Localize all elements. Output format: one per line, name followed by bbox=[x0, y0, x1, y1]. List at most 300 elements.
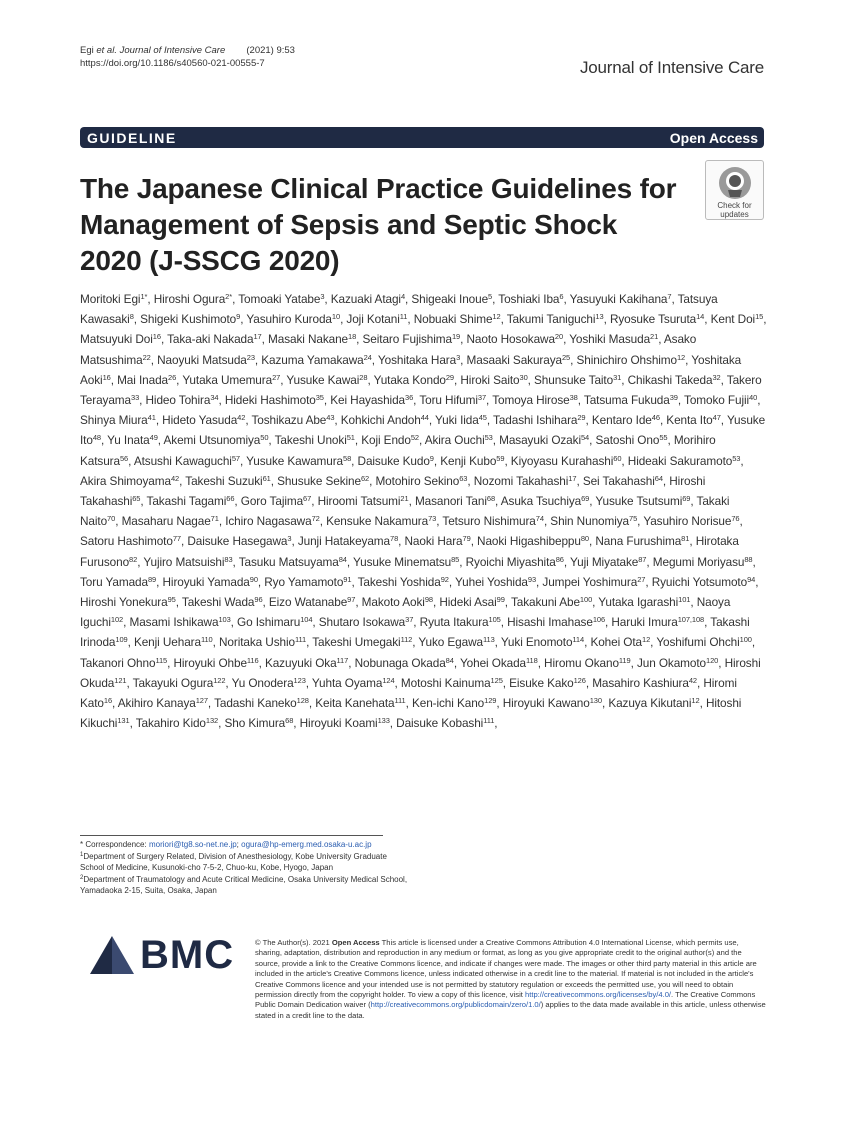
author-affiliation: 40 bbox=[749, 393, 758, 403]
author-affiliation: 38 bbox=[569, 393, 578, 403]
author-affiliation: 111 bbox=[483, 716, 495, 726]
author-name: Naoki Higashibeppu$^{80}$ bbox=[477, 534, 589, 549]
cc0-link[interactable]: http://creativecommons.org/publicdomain/zero/1.0/ bbox=[370, 1000, 541, 1010]
open-access-label: Open Access bbox=[669, 129, 758, 146]
author-affiliation: 17 bbox=[568, 473, 577, 483]
author-name: Hitoshi Kikuchi$^{131}$ bbox=[80, 696, 742, 731]
author-name: Atsushi Kawaguchi$^{57}$ bbox=[133, 453, 240, 468]
author-name: Yuki Iida$^{45}$ bbox=[435, 413, 487, 428]
author-affiliation: 27 bbox=[637, 574, 646, 584]
author-name: Ryosuke Tsuruta$^{14}$ bbox=[609, 312, 705, 327]
author-name: Keita Kanehata$^{111}$ bbox=[315, 696, 406, 711]
author-affiliation: 105 bbox=[488, 615, 501, 625]
author-name: Nana Furushima$^{81}$ bbox=[595, 534, 690, 549]
author-name: Takeshi Umegaki$^{112}$ bbox=[312, 635, 413, 650]
author-name: Yoshifumi Ohchi$^{100}$ bbox=[656, 635, 752, 650]
citation-header bbox=[80, 44, 295, 70]
author-affiliation: 93 bbox=[527, 574, 537, 584]
author-affiliation: 106 bbox=[592, 615, 606, 625]
author-affiliation: 71 bbox=[210, 514, 219, 524]
author-name: Tatsuma Fukuda$^{39}$ bbox=[583, 393, 678, 408]
author-affiliation: 8 bbox=[129, 312, 134, 322]
author-affiliation: 48 bbox=[92, 433, 101, 443]
author-affiliation: 99 bbox=[496, 595, 505, 605]
author-affiliation: 15 bbox=[755, 312, 764, 322]
author-name: Takeshi Wada$^{96}$ bbox=[181, 595, 263, 610]
author-name: Daisuke Kudo$^9$ bbox=[357, 453, 434, 468]
author-affiliation: 16 bbox=[103, 696, 113, 706]
author-affiliation: 7 bbox=[667, 292, 672, 301]
license-statement: © The Author(s). 2021 Open Access This article is licensed under a Creative Commons Attribution 4.0 International License, which permits use, sharing, adaptation, distribution and reproduction in any medium or format, as long as you give appropriate credit to the original author(s) and the source, provide a link to the Creative Commons licence, and indicate if changes were made. The images or other third party material in this article are included in the article's Creative Commons licence, unless indicated otherwise in a credit line to the material. If material is not included in the article's Creative Commons licence and your intended use is not permitted by statutory regulation or exceeds the permitted use, you will need to obtain permission directly from the copyright holder. To view a copy of this licence, visit http://creativecommons.org/licenses/by/4.0/. The Creative Commons Public Domain Dedication waiver (http://creativecommons.org/publicdomain/zero/1.0/) applies to the data made available in this article, unless otherwise stated in a credit line to the data. bbox=[255, 938, 766, 1020]
author-affiliation: 82 bbox=[129, 554, 138, 564]
author-name: Hisashi Imahase$^{106}$ bbox=[507, 615, 606, 630]
author-affiliation: 34 bbox=[210, 393, 219, 403]
journal-name: Journal of Intensive Care bbox=[580, 58, 764, 77]
author-name: Hiroyuki Koami$^{133}$ bbox=[299, 716, 390, 731]
author-affiliation: 30 bbox=[519, 372, 528, 382]
author-name: Daisuke Hasegawa$^3$ bbox=[187, 534, 292, 549]
author-affiliation: 115 bbox=[155, 655, 168, 665]
email-link[interactable]: moriori@tg8.so-net.ne.jp bbox=[148, 840, 237, 849]
citation-etal: et al. bbox=[96, 45, 117, 56]
license-link[interactable]: http://creativecommons.org/licenses/by/4.0/ bbox=[525, 990, 672, 1000]
author-affiliation: 42 bbox=[237, 413, 246, 423]
author-affiliation: 77 bbox=[172, 534, 181, 544]
author-name: Yusuke Kawamura$^{58}$ bbox=[246, 453, 352, 468]
author-affiliation: 32 bbox=[712, 372, 721, 382]
author-name: Tetsuro Nishimura$^{74}$ bbox=[442, 514, 544, 529]
author-affiliation: 12 bbox=[676, 352, 686, 362]
author-name: Yu Onodera$^{123}$ bbox=[231, 675, 306, 690]
author-name: Akira Ouchi$^{53}$ bbox=[424, 433, 493, 448]
article-type-label: GUIDELINE bbox=[87, 129, 177, 146]
author-name: Tomoaki Yatabe$^3$ bbox=[238, 292, 325, 306]
author-affiliation: 80 bbox=[580, 534, 589, 544]
author-name: Yujiro Matsuishi$^{83}$ bbox=[143, 554, 233, 569]
author-name: Hiroomi Tatsumi$^{21}$ bbox=[317, 494, 409, 509]
author-name: Hideaki Sakuramoto$^{53}$ bbox=[627, 453, 741, 468]
author-affiliation: 53 bbox=[732, 453, 741, 463]
author-name: Kentaro Ide$^{46}$ bbox=[591, 413, 660, 428]
author-affiliation: 120 bbox=[706, 655, 719, 665]
author-affiliation: 124 bbox=[382, 675, 395, 685]
author-name: Masaki Nakane$^{18}$ bbox=[268, 332, 357, 347]
author-name: Ryo Yamamoto$^{91}$ bbox=[264, 574, 352, 589]
author-affiliation: 83 bbox=[224, 554, 233, 564]
author-affiliation: 123 bbox=[293, 675, 306, 685]
author-affiliation: 69 bbox=[682, 494, 691, 504]
author-name: Shinichiro Ohshimo$^{12}$ bbox=[576, 352, 686, 367]
author-affiliation: 131 bbox=[117, 716, 130, 726]
author-name: Nobunaga Okada$^{84}$ bbox=[354, 655, 454, 670]
author-name: Tatsuya Kawasaki$^8$ bbox=[80, 292, 718, 327]
author-affiliation: 122 bbox=[213, 675, 226, 685]
author-name: Kenji Uehara$^{110}$ bbox=[133, 635, 213, 650]
author-affiliation: 69 bbox=[581, 494, 590, 504]
author-name: Takumi Taniguchi$^{13}$ bbox=[506, 312, 604, 327]
check-for-updates-button[interactable] bbox=[705, 160, 764, 220]
author-affiliation: 12 bbox=[492, 312, 501, 322]
affiliation-2: $^2$Department of Traumatology and Acute Critical Medicine, Osaka University Medical School, Yamadaoka 2-15, Suita, Osaka, Japan bbox=[80, 875, 408, 895]
author-affiliation: 75 bbox=[629, 514, 638, 524]
author-name: Yusuke Minematsu$^{85}$ bbox=[353, 554, 460, 569]
author-affiliation: 102 bbox=[110, 615, 124, 625]
author-affiliation: 37 bbox=[477, 393, 487, 403]
author-name: Asuka Tsuchiya$^{69}$ bbox=[500, 494, 590, 509]
author-affiliation: 94 bbox=[747, 574, 756, 584]
author-affiliation: 110 bbox=[200, 635, 213, 645]
author-name: Kazuyuki Oka$^{117}$ bbox=[264, 655, 349, 670]
author-name: Makoto Aoki$^{98}$ bbox=[361, 595, 433, 610]
author-name: Naoyuki Matsuda$^{23}$ bbox=[157, 352, 255, 367]
author-affiliation: 101 bbox=[678, 595, 691, 605]
author-name: Takeshi Unoki$^{51}$ bbox=[274, 433, 355, 448]
author-name: Kohei Ota$^{12}$ bbox=[590, 635, 651, 650]
author-affiliation: 3 bbox=[287, 534, 292, 544]
author-affiliation: 85 bbox=[451, 554, 460, 564]
author-name: Hiroyuki Yamada$^{90}$ bbox=[162, 574, 258, 589]
author-name: Ichiro Nagasawa$^{72}$ bbox=[225, 514, 320, 529]
author-affiliation: 112 bbox=[400, 635, 413, 645]
author-affiliation: 22 bbox=[142, 352, 151, 362]
author-name: Yasuyuki Kakihana$^7$ bbox=[569, 292, 672, 306]
author-affiliation: 29 bbox=[577, 413, 586, 423]
author-name: Hiromi Kato$^{16}$ bbox=[80, 675, 737, 711]
author-affiliation: 62 bbox=[360, 473, 370, 483]
author-name: Takaki Naito$^{70}$ bbox=[80, 494, 730, 529]
author-name: Naoya Iguchi$^{102}$ bbox=[80, 595, 731, 630]
author-name: Tomoko Fujii$^{40}$ bbox=[684, 393, 758, 408]
author-affiliation: 17 bbox=[253, 332, 262, 342]
bmc-logo bbox=[90, 935, 240, 975]
author-affiliation: 55 bbox=[659, 433, 668, 443]
author-affiliation: 65 bbox=[132, 494, 141, 504]
author-name: Masaaki Sakuraya$^{25}$ bbox=[466, 352, 571, 367]
author-name: Motohiro Sekino$^{63}$ bbox=[375, 473, 468, 488]
author-affiliation: 92 bbox=[440, 574, 449, 584]
author-name: Toshikazu Abe$^{43}$ bbox=[251, 413, 335, 428]
author-affiliation: 23 bbox=[246, 352, 255, 362]
author-affiliation: 49 bbox=[149, 433, 158, 443]
check-updates-label: Check for updates bbox=[717, 201, 752, 219]
author-name: Koji Endo$^{52}$ bbox=[361, 433, 419, 448]
author-affiliation: 64 bbox=[654, 473, 663, 483]
author-affiliation: 84 bbox=[445, 655, 454, 665]
author-name: Kazuma Yamakawa$^{24}$ bbox=[261, 352, 372, 367]
author-affiliation: 37 bbox=[405, 615, 414, 625]
author-affiliation: 51 bbox=[346, 433, 355, 443]
author-name: Goro Tajima$^{67}$ bbox=[240, 494, 312, 509]
author-name: Haruki Imura$^{107,108}$ bbox=[611, 615, 705, 630]
email-link[interactable]: ogura@hp-emerg.med.osaka-u.ac.jp bbox=[241, 840, 372, 849]
bmc-wordmark: BMC bbox=[140, 933, 235, 977]
author-name: Hideki Hashimoto$^{35}$ bbox=[224, 393, 324, 408]
author-name: Takahiro Kido$^{132}$ bbox=[135, 716, 219, 731]
author-affiliation: 36 bbox=[405, 393, 414, 403]
author-name: Tadashi Kaneko$^{128}$ bbox=[214, 696, 309, 711]
author-affiliation: 68 bbox=[486, 494, 496, 504]
author-affiliation: 111 bbox=[394, 696, 406, 706]
footnote-divider bbox=[80, 835, 383, 836]
author-affiliation: 9 bbox=[236, 312, 241, 322]
author-name: Matsuyuki Doi$^{16}$ bbox=[80, 332, 161, 347]
author-affiliation: 24 bbox=[363, 352, 372, 362]
author-affiliation: 26 bbox=[168, 372, 177, 382]
citation-author: Egi bbox=[80, 45, 94, 56]
author-affiliation: 132 bbox=[205, 716, 219, 726]
author-affiliation: 84 bbox=[338, 554, 347, 564]
author-name: Yu Inata$^{49}$ bbox=[107, 433, 158, 448]
author-name: Kazuaki Atagi$^4$ bbox=[330, 292, 406, 306]
author-name: Masahiro Kashiura$^{42}$ bbox=[592, 675, 697, 690]
author-affiliation: 19 bbox=[451, 332, 461, 342]
author-affiliation: 89 bbox=[147, 574, 157, 584]
author-name: Noritaka Ushio$^{111}$ bbox=[219, 635, 307, 650]
author-affiliation: 9 bbox=[429, 453, 434, 463]
author-name: Motoshi Kainuma$^{125}$ bbox=[400, 675, 503, 690]
author-name: Nobuaki Shime$^{12}$ bbox=[413, 312, 501, 327]
author-name: Takanori Ohno$^{115}$ bbox=[80, 655, 168, 670]
author-name: Sho Kimura$^{68}$ bbox=[224, 716, 294, 731]
author-name: Kohkichi Andoh$^{44}$ bbox=[340, 413, 429, 428]
author-name: Masanori Tani$^{68}$ bbox=[414, 494, 496, 509]
author-affiliation: 58 bbox=[343, 453, 352, 463]
footnotes bbox=[80, 839, 410, 897]
author-affiliation: 104 bbox=[300, 615, 313, 625]
author-name: Sei Takahashi$^{64}$ bbox=[582, 473, 663, 488]
correspondence: * Correspondence: moriori@tg8.so-net.ne.jp; ogura@hp-emerg.med.osaka-u.ac.jp bbox=[80, 840, 372, 849]
author-name: Yasuhiro Kuroda$^{10}$ bbox=[246, 312, 341, 327]
author-name: Yusuke Tsutsumi$^{69}$ bbox=[595, 494, 691, 509]
author-affiliation: 70 bbox=[107, 514, 116, 524]
author-name: Takayuki Ogura$^{122}$ bbox=[132, 675, 226, 690]
author-affiliation: 42 bbox=[688, 675, 697, 685]
author-name: Megumi Moriyasu$^{88}$ bbox=[652, 554, 753, 569]
citation-year-volume: (2021) 9:53 bbox=[246, 45, 295, 56]
author-affiliation: 3 bbox=[320, 292, 325, 301]
author-name: Shigeaki Inoue$^5$ bbox=[411, 292, 493, 306]
author-affiliation: 117 bbox=[336, 655, 349, 665]
author-name: Jumpei Yoshimura$^{27}$ bbox=[542, 574, 646, 589]
author-name: Ryuichi Yotsumoto$^{94}$ bbox=[651, 574, 756, 589]
author-affiliation: 1* bbox=[140, 292, 148, 301]
doi-link[interactable]: https://doi.org/10.1186/s40560-021-00555-7 bbox=[80, 58, 265, 69]
author-affiliation: 96 bbox=[254, 595, 263, 605]
author-affiliation: 5 bbox=[488, 292, 493, 301]
citation-line bbox=[80, 44, 295, 57]
author-affiliation: 87 bbox=[638, 554, 647, 564]
author-affiliation: 42 bbox=[170, 473, 180, 483]
author-affiliation: 72 bbox=[311, 514, 320, 524]
author-affiliation: 6 bbox=[559, 292, 564, 301]
author-name: Seitaro Fujishima$^{19}$ bbox=[362, 332, 461, 347]
author-name: Hiroshi Ogura$^{2*}$ bbox=[153, 292, 233, 306]
author-name: Hiroki Saito$^{30}$ bbox=[460, 372, 528, 387]
author-affiliation: 98 bbox=[424, 595, 433, 605]
author-name: Satoru Hashimoto$^{77}$ bbox=[80, 534, 181, 549]
author-affiliation: 20 bbox=[554, 332, 564, 342]
author-affiliation: 114 bbox=[572, 635, 585, 645]
author-affiliation: 46 bbox=[651, 413, 660, 423]
author-name: Chikashi Takeda$^{32}$ bbox=[627, 372, 721, 387]
open-access-bold: Open Access bbox=[331, 938, 380, 947]
author-name: Shin Nunomiya$^{75}$ bbox=[550, 514, 638, 529]
author-affiliation: 47 bbox=[712, 413, 721, 423]
author-affiliation: 111 bbox=[294, 635, 307, 645]
author-affiliation: 13 bbox=[595, 312, 604, 322]
author-affiliation: 50 bbox=[260, 433, 269, 443]
author-name: Yohei Okada$^{118}$ bbox=[459, 655, 538, 670]
author-affiliation: 31 bbox=[613, 372, 622, 382]
author-name: Shusuke Sekine$^{62}$ bbox=[277, 473, 370, 488]
author-name: Yuhei Yoshida$^{93}$ bbox=[455, 574, 537, 589]
author-name: Go Ishimaru$^{104}$ bbox=[237, 615, 313, 630]
author-name: Hiroshi Yonekura$^{95}$ bbox=[80, 595, 176, 610]
author-name: Hiroshi Takahashi$^{65}$ bbox=[80, 473, 706, 509]
author-affiliation: 16 bbox=[152, 332, 161, 342]
author-name: Ryoichi Miyashita$^{86}$ bbox=[465, 554, 564, 569]
author-affiliation: 90 bbox=[249, 574, 258, 584]
author-name: Masayuki Ozaki$^{54}$ bbox=[499, 433, 590, 448]
author-name: Asako Matsushima$^{22}$ bbox=[80, 332, 697, 367]
author-name: Yutaka Umemura$^{27}$ bbox=[182, 372, 281, 387]
author-name: Naoki Hara$^{79}$ bbox=[404, 534, 471, 549]
author-name: Takeshi Suzuki$^{61}$ bbox=[185, 473, 271, 488]
author-affiliation: 119 bbox=[618, 655, 631, 665]
author-affiliation: 67 bbox=[303, 494, 312, 504]
author-name: Hideo Tohira$^{34}$ bbox=[145, 393, 219, 408]
author-name: Shutaro Isokawa$^{37}$ bbox=[318, 615, 414, 630]
author-affiliation: 44 bbox=[420, 413, 429, 423]
author-affiliation: 88 bbox=[744, 554, 753, 564]
author-name: Toshiaki Iba$^6$ bbox=[498, 292, 564, 306]
author-name: Kiyoyasu Kurahashi$^{60}$ bbox=[510, 453, 622, 468]
author-name: Hiroyuki Ohbe$^{116}$ bbox=[173, 655, 259, 670]
author-name: Naoto Hosokawa$^{20}$ bbox=[466, 332, 564, 347]
author-affiliation: 4 bbox=[400, 292, 406, 301]
author-name: Eisuke Kako$^{126}$ bbox=[509, 675, 586, 690]
author-affiliation: 125 bbox=[490, 675, 503, 685]
author-affiliation: 97 bbox=[347, 595, 356, 605]
author-name: Yutaka Kondo$^{29}$ bbox=[373, 372, 455, 387]
author-name: Takakuni Abe$^{100}$ bbox=[510, 595, 593, 610]
author-affiliation: 103 bbox=[218, 615, 231, 625]
author-affiliation: 21 bbox=[650, 332, 659, 342]
author-name: Joji Kotani$^{11}$ bbox=[346, 312, 408, 327]
author-name: Takashi Tagami$^{66}$ bbox=[146, 494, 235, 509]
author-affiliation: 43 bbox=[326, 413, 335, 423]
author-name: Morihiro Katsura$^{56}$ bbox=[80, 433, 716, 468]
author-affiliation: 29 bbox=[445, 372, 455, 382]
author-affiliation: 116 bbox=[246, 655, 259, 665]
author-affiliation: 35 bbox=[315, 393, 324, 403]
author-affiliation: 60 bbox=[613, 453, 622, 463]
author-affiliation: 53 bbox=[484, 433, 493, 443]
author-name: Taka-aki Nakada$^{17}$ bbox=[167, 332, 262, 347]
author-affiliation: 86 bbox=[555, 554, 564, 564]
author-affiliation: 130 bbox=[589, 696, 602, 706]
author-name: Masami Ishikawa$^{103}$ bbox=[129, 615, 231, 630]
author-name: Junji Hatakeyama$^{78}$ bbox=[297, 534, 399, 549]
author-name: Yasuhiro Norisue$^{76}$ bbox=[643, 514, 740, 529]
author-affiliation: 28 bbox=[359, 372, 368, 382]
author-name: Takashi Irinoda$^{109}$ bbox=[80, 615, 750, 650]
author-name: Yuki Enomoto$^{114}$ bbox=[500, 635, 585, 650]
author-affiliation: 66 bbox=[226, 494, 235, 504]
author-affiliation: 54 bbox=[580, 433, 590, 443]
author-name: Kei Hayashida$^{36}$ bbox=[330, 393, 414, 408]
author-affiliation: 18 bbox=[348, 332, 357, 342]
author-affiliation: 126 bbox=[573, 675, 586, 685]
author-affiliation: 61 bbox=[262, 473, 271, 483]
author-name: Toru Hifumi$^{37}$ bbox=[419, 393, 487, 408]
author-affiliation: 11 bbox=[399, 312, 408, 322]
author-name: Takeshi Yoshida$^{92}$ bbox=[357, 574, 449, 589]
author-name: Tomoya Hirose$^{38}$ bbox=[492, 393, 578, 408]
author-affiliation: 81 bbox=[681, 534, 690, 544]
author-name: Ken-ichi Kano$^{129}$ bbox=[411, 696, 497, 711]
author-name: Nozomi Takahashi$^{17}$ bbox=[473, 473, 577, 488]
author-affiliation: 118 bbox=[526, 655, 538, 665]
author-affiliation: 12 bbox=[691, 696, 700, 706]
affiliation-1: $^1$Department of Surgery Related, Division of Anesthesiology, Kobe University Graduate School of Medicine, Kusunoki-cho 7-5-2, Chuo-ku, Kobe, Hyogo, Japan bbox=[80, 852, 387, 872]
author-affiliation: 56 bbox=[119, 453, 129, 463]
author-name: Akihiro Kanaya$^{127}$ bbox=[117, 696, 208, 711]
author-affiliation: 73 bbox=[428, 514, 437, 524]
author-affiliation: 25 bbox=[561, 352, 571, 362]
author-affiliation: 133 bbox=[377, 716, 390, 726]
author-affiliation: 3 bbox=[456, 352, 461, 362]
article-type-bar bbox=[80, 127, 764, 148]
author-affiliation: 52 bbox=[410, 433, 419, 443]
author-affiliation: 12 bbox=[642, 635, 651, 645]
author-name: Yutaka Igarashi$^{101}$ bbox=[598, 595, 691, 610]
author-affiliation: 2* bbox=[225, 292, 233, 301]
author-affiliation: 128 bbox=[296, 696, 309, 706]
author-name: Tasuku Matsuyama$^{84}$ bbox=[238, 554, 347, 569]
author-affiliation: 76 bbox=[731, 514, 740, 524]
author-name: Yuji Miyatake$^{87}$ bbox=[570, 554, 647, 569]
bmc-mark-icon bbox=[90, 936, 134, 974]
author-affiliation: 10 bbox=[331, 312, 341, 322]
author-name: Toru Yamada$^{89}$ bbox=[80, 574, 157, 589]
author-affiliation: 127 bbox=[195, 696, 208, 706]
author-name: Shinya Miura$^{41}$ bbox=[80, 413, 156, 428]
author-affiliation: 129 bbox=[484, 696, 497, 706]
author-name: Yusuke Kawai$^{28}$ bbox=[286, 372, 368, 387]
author-affiliation: 14 bbox=[696, 312, 705, 322]
author-affiliation: 45 bbox=[478, 413, 487, 423]
author-affiliation: 100 bbox=[579, 595, 593, 605]
author-affiliation: 21 bbox=[400, 494, 409, 504]
author-name: Masaharu Nagae$^{71}$ bbox=[121, 514, 219, 529]
author-list: Moritoki Egi$^{1*}$, Hiroshi Ogura$^{2*}$, Tomoaki Yatabe$^3$, Kazuaki Atagi$^4$, Shigeaki Inoue$^5$, Toshiaki Iba$^6$, Yasuyuki Kakihana$^7$, Tatsuya Kawasaki$^8$, Shigeki Kushimoto$^9$, Yasuhiro Kuroda$^{10}$, Joji Kotani$^{11}$, Nobuaki Shime$^{12}$, Takumi Taniguchi$^{13}$, Ryosuke Tsuruta$^{14}$, Kent Doi$^{15}$, Matsuyuki Doi$^{16}$, Taka-aki Nakada$^{17}$, Masaki Nakane$^{18}$, Seitaro Fujishima$^{19}$, Naoto Hosokawa$^{20}$, Yoshiki Masuda$^{21}$, Asako Matsushima$^{22}$, Naoyuki Matsuda$^{23}$, Kazuma Yamakawa$^{24}$, Yoshitaka Hara$^3$, Masaaki Sakuraya$^{25}$, Shinichiro Ohshimo$^{12}$, Yoshitaka Aoki$^{16}$, Mai Inada$^{26}$, Yutaka Umemura$^{27}$, Yusuke Kawai$^{28}$, Yutaka Kondo$^{29}$, Hiroki Saito$^{30}$, Shunsuke Taito$^{31}$, Chikashi Takeda$^{32}$, Takero Terayama$^{33}$, Hideo Tohira$^{34}$, Hideki Hashimoto$^{35}$, Kei Hayashida$^{36}$, Toru Hifumi$^{37}$, Tomoya Hirose$^{38}$, Tatsuma Fukuda$^{39}$, Tomoko Fujii$^{40}$, Shinya Miura$^{41}$, Hideto Yasuda$^{42}$, Toshikazu Abe$^{43}$, Kohkichi Andoh$^{44}$, Yuki Iida$^{45}$, Tadashi Ishihara$^{29}$, Kentaro Ide$^{46}$, Kenta Ito$^{47}$, Yusuke Ito$^{48}$, Yu Inata$^{49}$, Akemi Utsunomiya$^{50}$, Takeshi Unoki$^{51}$, Koji Endo$^{52}$, Akira Ouchi$^{53}$, Masayuki Ozaki$^{54}$, Satoshi Ono$^{55}$, Morihiro Katsura$^{56}$, Atsushi Kawaguchi$^{57}$, Yusuke Kawamura$^{58}$, Daisuke Kudo$^9$, Kenji Kubo$^{59}$, Kiyoyasu Kurahashi$^{60}$, Hideaki Sakuramoto$^{53}$, Akira Shimoyama$^{42}$, Takeshi Suzuki$^{61}$, Shusuke Sekine$^{62}$, Motohiro Sekino$^{63}$, Nozomi Takahashi$^{17}$, Sei Takahashi$^{64}$, Hiroshi Takahashi$^{65}$, Takashi Tagami$^{66}$, Goro Tajima$^{67}$, Hiroomi Tatsumi$^{21}$, Masanori Tani$^{68}$, Asuka Tsuchiya$^{69}$, Yusuke Tsutsumi$^{69}$, Takaki Naito$^{70}$, Masaharu Nagae$^{71}$, Ichiro Nagasawa$^{72}$, Kensuke Nakamura$^{73}$, Tetsuro Nishimura$^{74}$, Shin Nunomiya$^{75}$, Yasuhiro Norisue$^{76}$, Satoru Hashimoto$^{77}$, Daisuke Hasegawa$^3$, Junji Hatakeyama$^{78}$, Naoki Hara$^{79}$, Naoki Higashibeppu$^{80}$, Nana Furushima$^{81}$, Hirotaka Furusono$^{82}$, Yujiro Matsuishi$^{83}$, Tasuku Matsuyama$^{84}$, Yusuke Minematsu$^{85}$, Ryoichi Miyashita$^{86}$, Yuji Miyatake$^{87}$, Megumi Moriyasu$^{88}$, Toru Yamada$^{89}$, Hiroyuki Yamada$^{90}$, Ryo Yamamoto$^{91}$, Takeshi Yoshida$^{92}$, Yuhei Yoshida$^{93}$, Jumpei Yoshimura$^{27}$, Ryuichi Yotsumoto$^{94}$, Hiroshi Yonekura$^{95}$, Takeshi Wada$^{96}$, Eizo Watanabe$^{97}$, Makoto Aoki$^{98}$, Hideki Asai$^{99}$, Takakuni Abe$^{100}$, Yutaka Igarashi$^{101}$, Naoya Iguchi$^{102}$, Masami Ishikawa$^{103}$, Go Ishimaru$^{104}$, Shutaro Isokawa$^{37}$, Ryuta Itakura$^{105}$, Hisashi Imahase$^{106}$, Haruki Imura$^{107,108}$, Takashi Irinoda$^{109}$, Kenji Uehara$^{110}$, Noritaka Ushio$^{111}$, Takeshi Umegaki$^{112}$, Yuko Egawa$^{113}$, Yuki Enomoto$^{114}$, Kohei Ota$^{12}$, Yoshifumi Ohchi$^{100}$, Takanori Ohno$^{115}$, Hiroyuki Ohbe$^{116}$, Kazuyuki Oka$^{117}$, Nobunaga Okada$^{84}$, Yohei Okada$^{118}$, Hiromu Okano$^{119}$, Jun Okamoto$^{120}$, Hiroshi Okuda$^{121}$, Takayuki Ogura$^{122}$, Yu Onodera$^{123}$, Yuhta Oyama$^{124}$, Motoshi Kainuma$^{125}$, Eisuke Kako$^{126}$, Masahiro Kashiura$^{42}$, Hiromi Kato$^{16}$, Akihiro Kanaya$^{127}$, Tadashi Kaneko$^{128}$, Keita Kanehata$^{111}$, Ken-ichi Kano$^{129}$, Hiroyuki Kawano$^{130}$, Kazuya Kikutani$^{12}$, Hitoshi Kikuchi$^{131}$, Takahiro Kido$^{132}$, Sho Kimura$^{68}$, Hiroyuki Koami$^{133}$, Daisuke Kobashi$^{111}$, bbox=[80, 292, 767, 731]
author-name: Daisuke Kobashi$^{111}$ bbox=[396, 716, 495, 731]
author-name: Hiroshi Okuda$^{121}$ bbox=[80, 655, 761, 690]
author-name: Shunsuke Taito$^{31}$ bbox=[534, 372, 622, 387]
author-name: Jun Okamoto$^{120}$ bbox=[636, 655, 719, 670]
author-name: Hirotaka Furusono$^{82}$ bbox=[80, 534, 739, 569]
author-name: Hideki Asai$^{99}$ bbox=[439, 595, 505, 610]
author-name: Akira Shimoyama$^{42}$ bbox=[80, 473, 180, 488]
author-name: Hiromu Okano$^{119}$ bbox=[544, 655, 631, 670]
author-name: Mai Inada$^{26}$ bbox=[117, 372, 177, 387]
author-affiliation: 41 bbox=[147, 413, 156, 423]
author-name: Shigeki Kushimoto$^9$ bbox=[140, 312, 241, 327]
author-affiliation: 74 bbox=[535, 514, 544, 524]
author-name: Satoshi Ono$^{55}$ bbox=[595, 433, 668, 448]
author-name: Kenji Kubo$^{59}$ bbox=[440, 453, 505, 468]
